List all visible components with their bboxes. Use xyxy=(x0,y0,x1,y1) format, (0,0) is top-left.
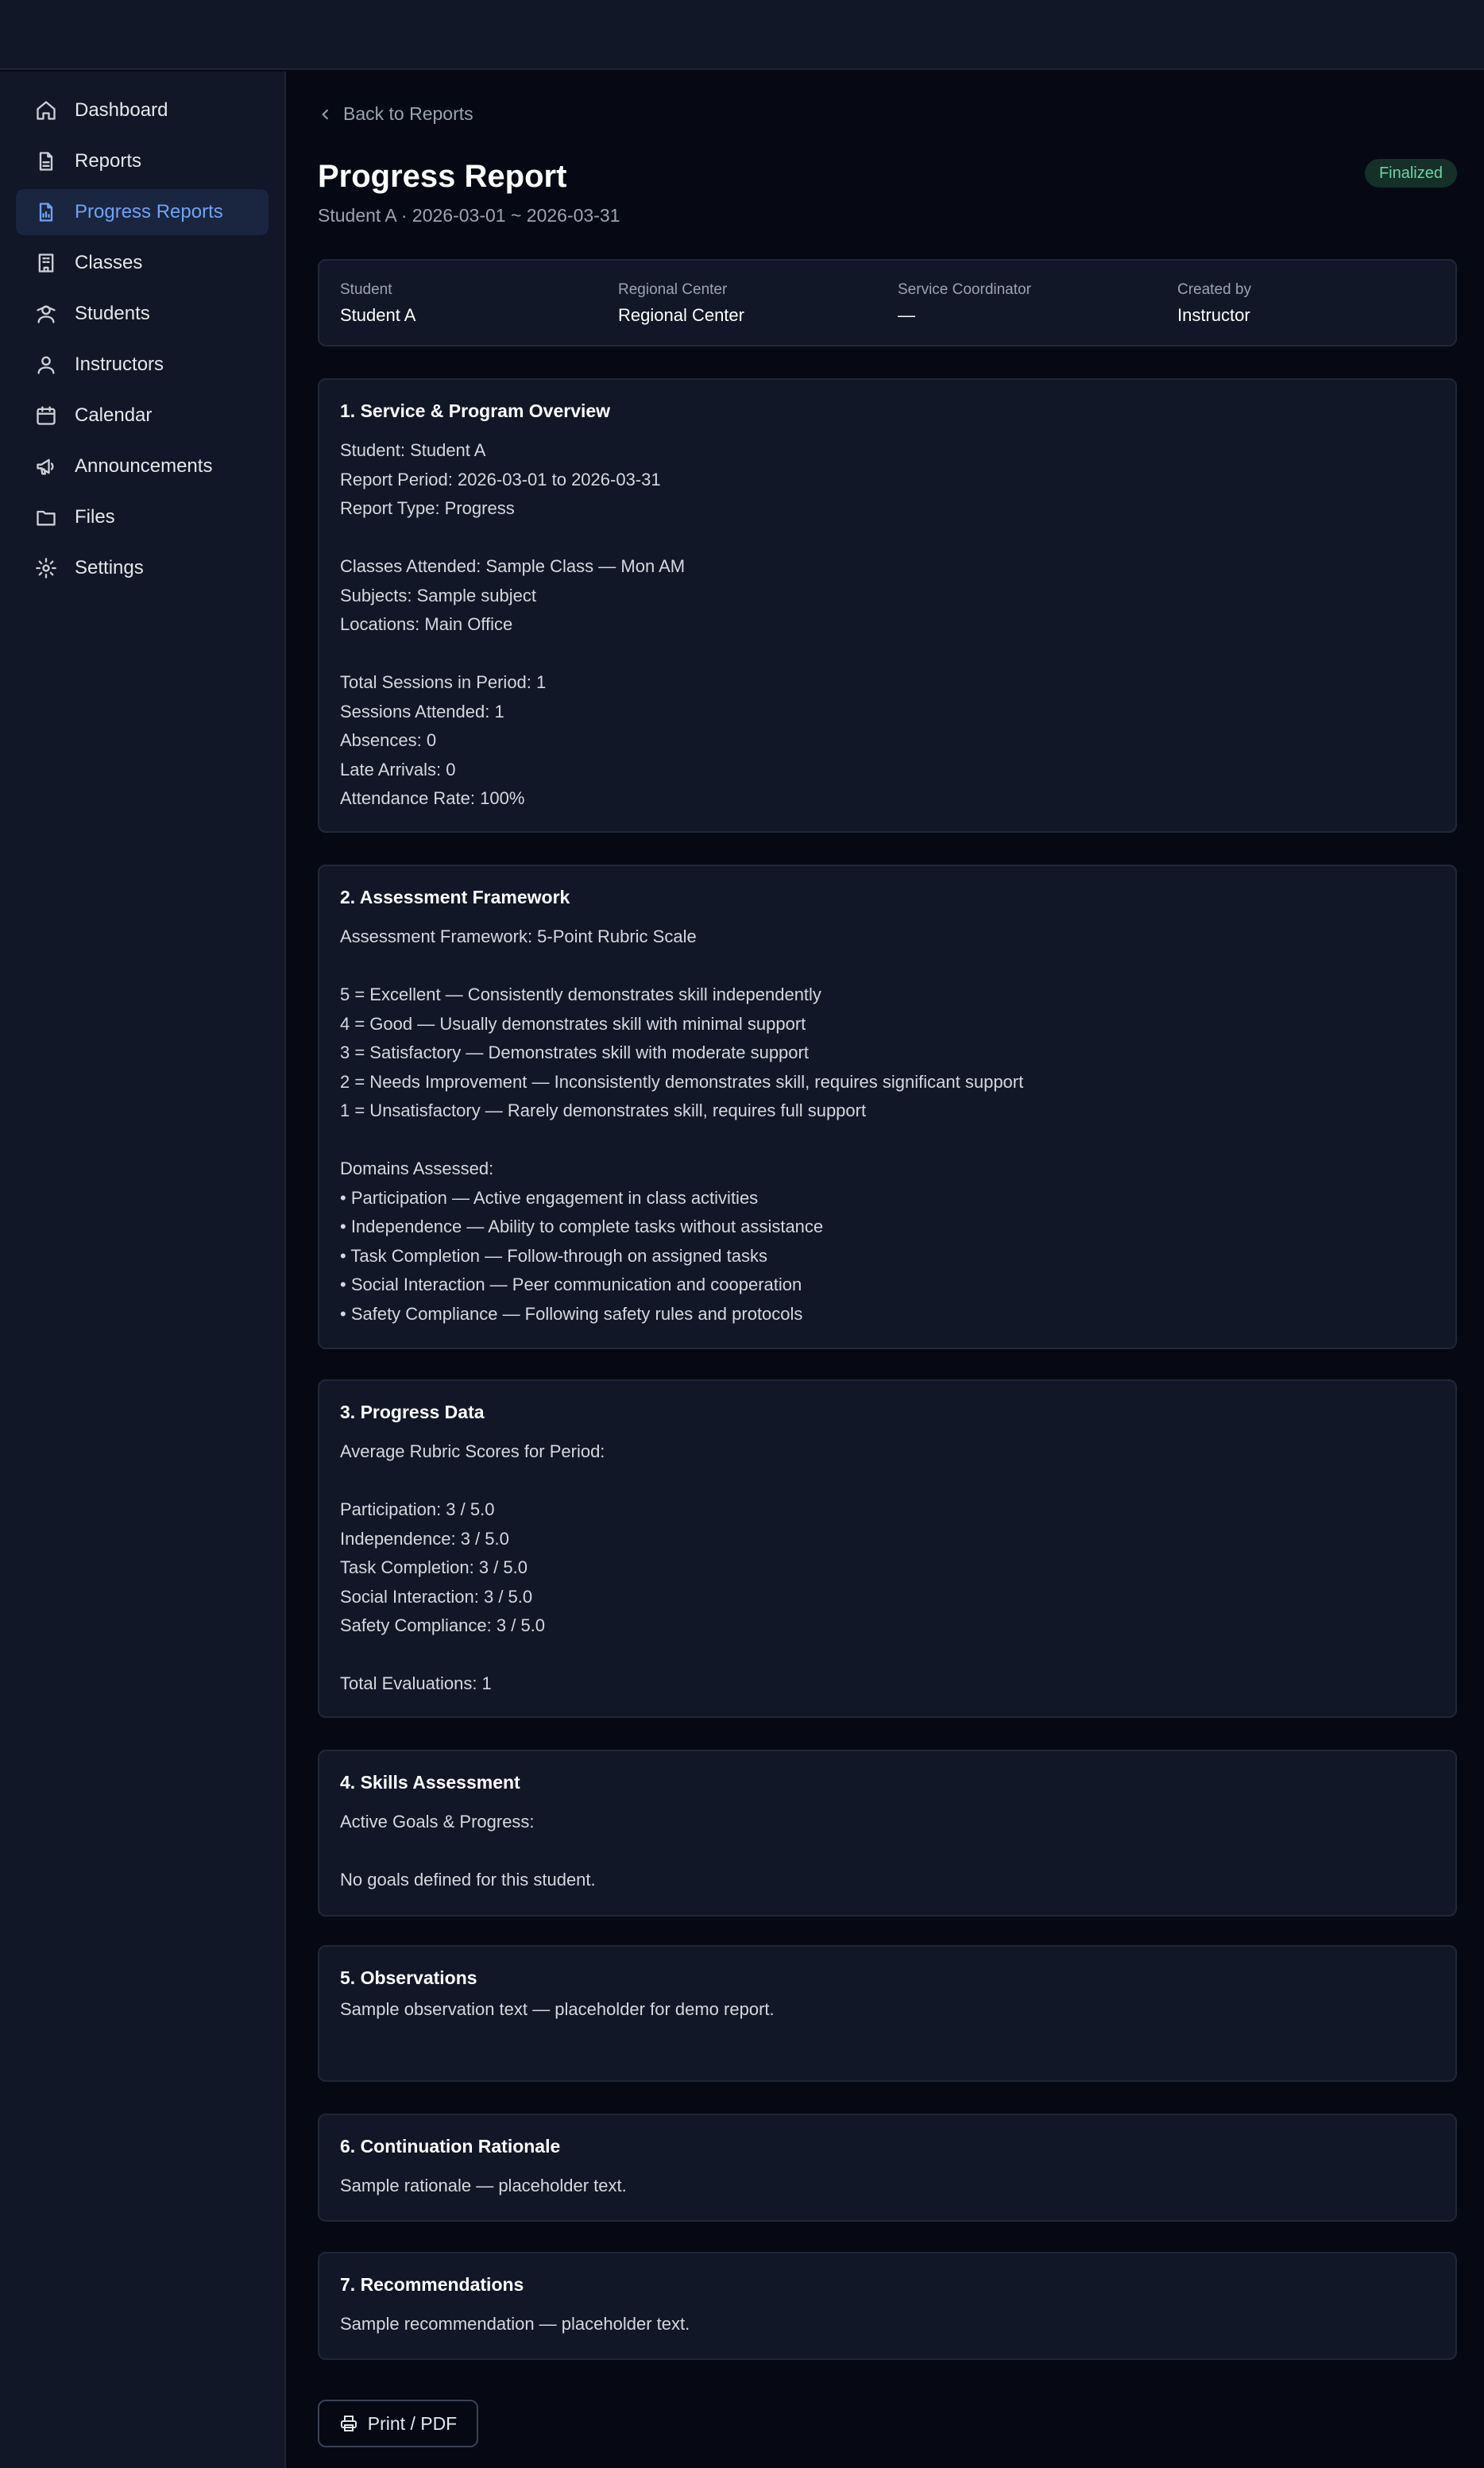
status-badge: Finalized xyxy=(1365,159,1457,188)
megaphone-icon xyxy=(35,455,57,478)
sidebar-item-files[interactable] xyxy=(16,494,269,540)
chevron-left-icon xyxy=(318,106,334,122)
score-item: Safety Compliance: 3 / 5.0 xyxy=(340,1615,546,1635)
domain-item: • Participation — Active engagement in class activities xyxy=(340,1187,759,1208)
sidebar-item-instructors[interactable] xyxy=(16,342,269,388)
section-assessment-framework xyxy=(318,865,1457,1349)
sidebar-item-label: Classes xyxy=(75,252,143,273)
section-line: Locations: Main Office xyxy=(340,614,513,634)
section-line: Active Goals & Progress: xyxy=(340,1812,535,1832)
section-title: 4. Skills Assessment xyxy=(340,1772,520,1793)
section-progress-data xyxy=(318,1379,1457,1718)
print-pdf-button[interactable] xyxy=(318,2400,478,2447)
gear-icon xyxy=(35,557,57,579)
sidebar-item-label: Students xyxy=(75,303,150,324)
section-title: 3. Progress Data xyxy=(340,1402,485,1422)
section-line: Report Type: Progress xyxy=(340,498,515,518)
print-button-label: Print / PDF xyxy=(367,2412,458,2434)
section-line: Report Period: 2026-03-01 to 2026-03-31 xyxy=(340,469,661,489)
rubric-level: 3 = Satisfactory — Demonstrates skill with moderate support xyxy=(340,1043,809,1062)
info-service-coordinator xyxy=(898,281,1031,326)
sidebar-item-label: Files xyxy=(75,506,115,528)
building-icon xyxy=(35,252,57,274)
sidebar-item-students[interactable] xyxy=(16,291,269,337)
info-label: Service Coordinator xyxy=(898,281,1031,298)
section-title: 5. Observations xyxy=(340,1967,477,1988)
sidebar-item-label: Progress Reports xyxy=(75,201,223,222)
section-line: Subjects: Sample subject xyxy=(340,585,537,605)
sidebar-item-reports[interactable] xyxy=(16,138,269,184)
sidebar xyxy=(0,72,286,2468)
domain-item: • Independence — Ability to complete tasks without assistance xyxy=(340,1217,824,1236)
section-line: Sample recommendation — placeholder text. xyxy=(340,2314,690,2334)
info-label: Regional Center xyxy=(618,281,728,298)
section-title: 6. Continuation Rationale xyxy=(340,2136,561,2157)
sidebar-item-classes[interactable] xyxy=(16,240,269,286)
info-label: Created by xyxy=(1177,281,1251,298)
section-line: Average Rubric Scores for Period: xyxy=(340,1441,605,1461)
score-item: Independence: 3 / 5.0 xyxy=(340,1528,509,1549)
sidebar-item-label: Calendar xyxy=(75,404,153,426)
section-title: 7. Recommendations xyxy=(340,2274,524,2295)
section-title: 1. Service & Program Overview xyxy=(340,400,611,421)
rubric-level: 2 = Needs Improvement — Inconsistently demonstrates skill, requires significant support xyxy=(340,1071,1024,1092)
domain-item: • Safety Compliance — Following safety rules and protocols xyxy=(340,1303,803,1324)
home-icon xyxy=(35,99,57,122)
sidebar-item-label: Settings xyxy=(75,557,144,578)
section-line: Total Sessions in Period: 1 xyxy=(340,672,547,692)
section-service-overview xyxy=(318,378,1457,833)
document-icon xyxy=(35,150,57,172)
info-value: Student A xyxy=(340,305,416,325)
section-line: No goals defined for this student. xyxy=(340,1870,596,1890)
section-line: Domains Assessed: xyxy=(340,1159,494,1178)
user-icon xyxy=(35,354,57,376)
section-skills-assessment xyxy=(318,1750,1457,1917)
rubric-level: 4 = Good — Usually demonstrates skill with minimal support xyxy=(340,1013,806,1034)
score-item: Task Completion: 3 / 5.0 xyxy=(340,1557,528,1577)
back-to-reports-link[interactable] xyxy=(318,103,473,125)
section-line: Late Arrivals: 0 xyxy=(340,759,456,779)
section-title: 2. Assessment Framework xyxy=(340,887,570,907)
sidebar-item-calendar[interactable] xyxy=(16,393,269,439)
info-created-by xyxy=(1177,281,1251,326)
folder-icon xyxy=(35,506,57,528)
calendar-icon xyxy=(35,404,57,427)
score-item: Social Interaction: 3 / 5.0 xyxy=(340,1586,533,1607)
sidebar-item-settings[interactable] xyxy=(16,545,269,591)
section-line: Assessment Framework: 5-Point Rubric Scale xyxy=(340,926,697,946)
section-recommendations xyxy=(318,2252,1457,2360)
sidebar-item-announcements[interactable] xyxy=(16,443,269,489)
info-value: Regional Center xyxy=(618,305,744,325)
domain-item: • Task Completion — Follow-through on assigned tasks xyxy=(340,1245,768,1266)
info-regional-center xyxy=(618,281,744,326)
sidebar-item-dashboard[interactable] xyxy=(16,87,269,133)
page-title: Progress Report xyxy=(318,159,567,194)
section-line: Total Evaluations: 1 xyxy=(340,1673,492,1693)
score-item: Participation: 3 / 5.0 xyxy=(340,1499,495,1519)
sidebar-item-progress-reports[interactable] xyxy=(16,189,269,235)
chart-document-icon xyxy=(35,201,57,223)
info-label: Student xyxy=(340,281,392,298)
section-line: Absences: 0 xyxy=(340,730,437,750)
section-line: Classes Attended: Sample Class — Mon AM xyxy=(340,556,686,576)
rubric-level: 1 = Unsatisfactory — Rarely demonstrates skill, requires full support xyxy=(340,1101,867,1120)
page-subtitle: Student A · 2026-03-01 ~ 2026-03-31 xyxy=(318,205,620,226)
section-line: Sample rationale — placeholder text. xyxy=(340,2176,627,2195)
info-value: Instructor xyxy=(1177,305,1250,325)
domain-item: • Social Interaction — Peer communication and cooperation xyxy=(340,1275,802,1294)
section-line: Attendance Rate: 100% xyxy=(340,788,525,808)
info-value: — xyxy=(898,305,915,325)
report-info-card xyxy=(318,259,1457,346)
section-line: Sample observation text — placeholder for demo report. xyxy=(340,1999,775,2019)
back-link-label: Back to Reports xyxy=(343,103,473,124)
sidebar-item-label: Dashboard xyxy=(75,99,168,121)
info-student xyxy=(340,281,415,326)
top-bar xyxy=(0,0,1484,70)
sidebar-item-label: Announcements xyxy=(75,455,213,477)
student-icon xyxy=(35,303,57,325)
section-line: Student: Student A xyxy=(340,440,486,460)
section-observations xyxy=(318,1945,1457,2082)
printer-icon xyxy=(339,2414,358,2433)
rubric-level: 5 = Excellent — Consistently demonstrates skill independently xyxy=(340,984,821,1004)
section-continuation-rationale xyxy=(318,2114,1457,2222)
section-line: Sessions Attended: 1 xyxy=(340,701,504,721)
sidebar-item-label: Reports xyxy=(75,150,142,172)
sidebar-item-label: Instructors xyxy=(75,354,164,375)
